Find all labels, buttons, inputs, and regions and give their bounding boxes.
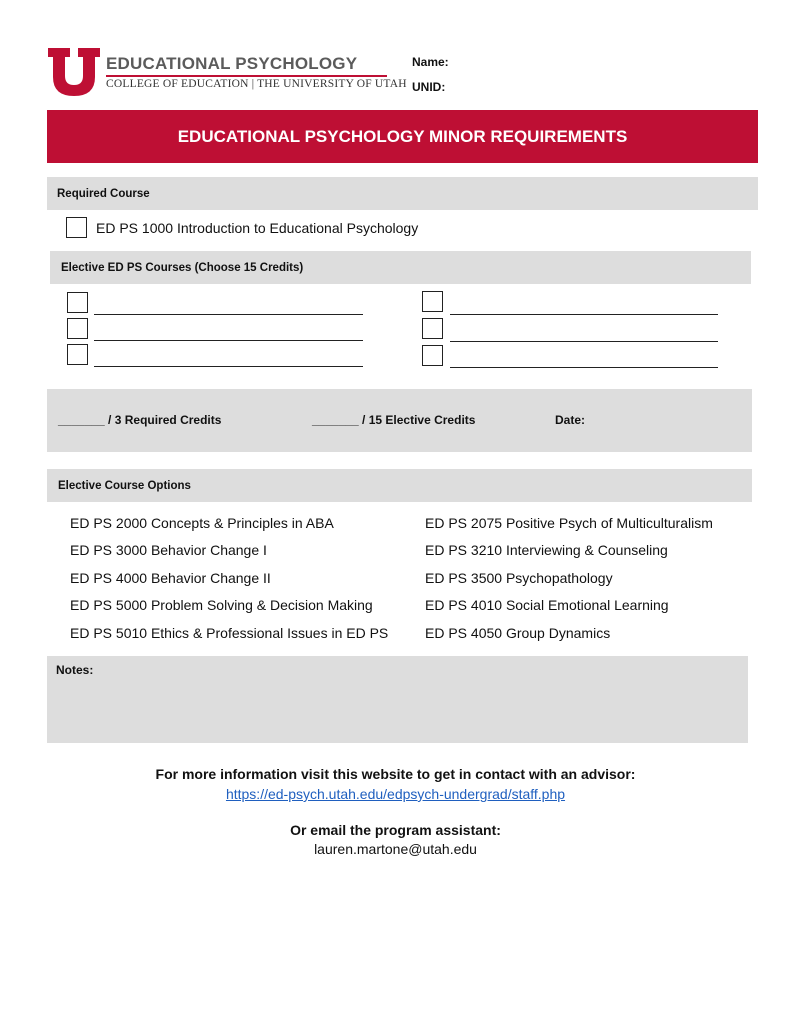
logo-divider bbox=[106, 75, 387, 77]
option-course-item: ED PS 4010 Social Emotional Learning bbox=[425, 597, 669, 613]
notes-area[interactable] bbox=[47, 656, 748, 743]
required-course-heading: Required Course bbox=[57, 187, 150, 200]
option-course-item: ED PS 5000 Problem Solving & Decision Making bbox=[70, 597, 373, 613]
email-label: Or email the program assistant: bbox=[290, 822, 501, 838]
elective-checkbox[interactable] bbox=[422, 291, 443, 312]
option-course-item: ED PS 3000 Behavior Change I bbox=[70, 542, 267, 558]
elective-blank-line[interactable] bbox=[94, 314, 363, 315]
page-title: EDUCATIONAL PSYCHOLOGY MINOR REQUIREMENTS bbox=[177, 126, 628, 146]
advisor-staff-link[interactable]: https://ed-psych.utah.edu/edpsych-undergrad/staff.php bbox=[225, 786, 566, 802]
elective-blank-line[interactable] bbox=[450, 367, 718, 368]
name-label: Name: bbox=[412, 55, 449, 69]
university-u-logo bbox=[48, 48, 100, 96]
option-course-item: ED PS 3210 Interviewing & Counseling bbox=[425, 542, 668, 558]
elective-checkbox[interactable] bbox=[67, 292, 88, 313]
option-course-item: ED PS 3500 Psychopathology bbox=[425, 570, 613, 586]
option-course-item: ED PS 2000 Concepts & Principles in ABA bbox=[70, 515, 334, 531]
date-field-label: Date: bbox=[555, 413, 586, 427]
elective-blank-line[interactable] bbox=[94, 366, 363, 367]
required-credits-field[interactable]: _______ / 3 Required Credits bbox=[58, 413, 222, 427]
elective-checkbox[interactable] bbox=[67, 318, 88, 339]
elective-courses-header bbox=[50, 251, 751, 284]
elective-credits-field[interactable]: _______ / 15 Elective Credits bbox=[312, 413, 476, 427]
elective-blank-line[interactable] bbox=[450, 341, 718, 342]
college-subtitle: COLLEGE OF EDUCATION | THE UNIVERSITY OF UTAH bbox=[106, 78, 407, 90]
elective-blank-line[interactable] bbox=[450, 314, 718, 315]
advisor-info-text: For more information visit this website to get in contact with an advisor: bbox=[155, 766, 636, 782]
course-options-header bbox=[47, 469, 752, 502]
elective-blank-line[interactable] bbox=[94, 340, 363, 341]
elective-checkbox[interactable] bbox=[422, 345, 443, 366]
option-course-item: ED PS 5010 Ethics & Professional Issues in ED PS bbox=[70, 625, 389, 641]
option-course-item: ED PS 4000 Behavior Change II bbox=[70, 570, 271, 586]
elective-checkbox[interactable] bbox=[67, 344, 88, 365]
assistant-email[interactable]: lauren.martone@utah.edu bbox=[314, 841, 477, 857]
department-title: EDUCATIONAL PSYCHOLOGY bbox=[106, 54, 358, 73]
required-course-header bbox=[47, 177, 758, 210]
page-title-banner bbox=[47, 110, 758, 163]
required-course-label: ED PS 1000 Introduction to Educational Psychology bbox=[96, 220, 419, 236]
notes-label: Notes: bbox=[56, 663, 94, 677]
elective-courses-heading: Elective ED PS Courses (Choose 15 Credits) bbox=[61, 261, 304, 274]
unid-label: UNID: bbox=[412, 80, 446, 94]
elective-checkbox[interactable] bbox=[422, 318, 443, 339]
course-options-heading: Elective Course Options bbox=[58, 479, 191, 492]
option-course-item: ED PS 4050 Group Dynamics bbox=[425, 625, 611, 641]
required-course-checkbox[interactable] bbox=[66, 217, 87, 238]
advisor-link-row bbox=[0, 786, 791, 802]
option-course-item: ED PS 2075 Positive Psych of Multiculturalism bbox=[425, 515, 713, 531]
